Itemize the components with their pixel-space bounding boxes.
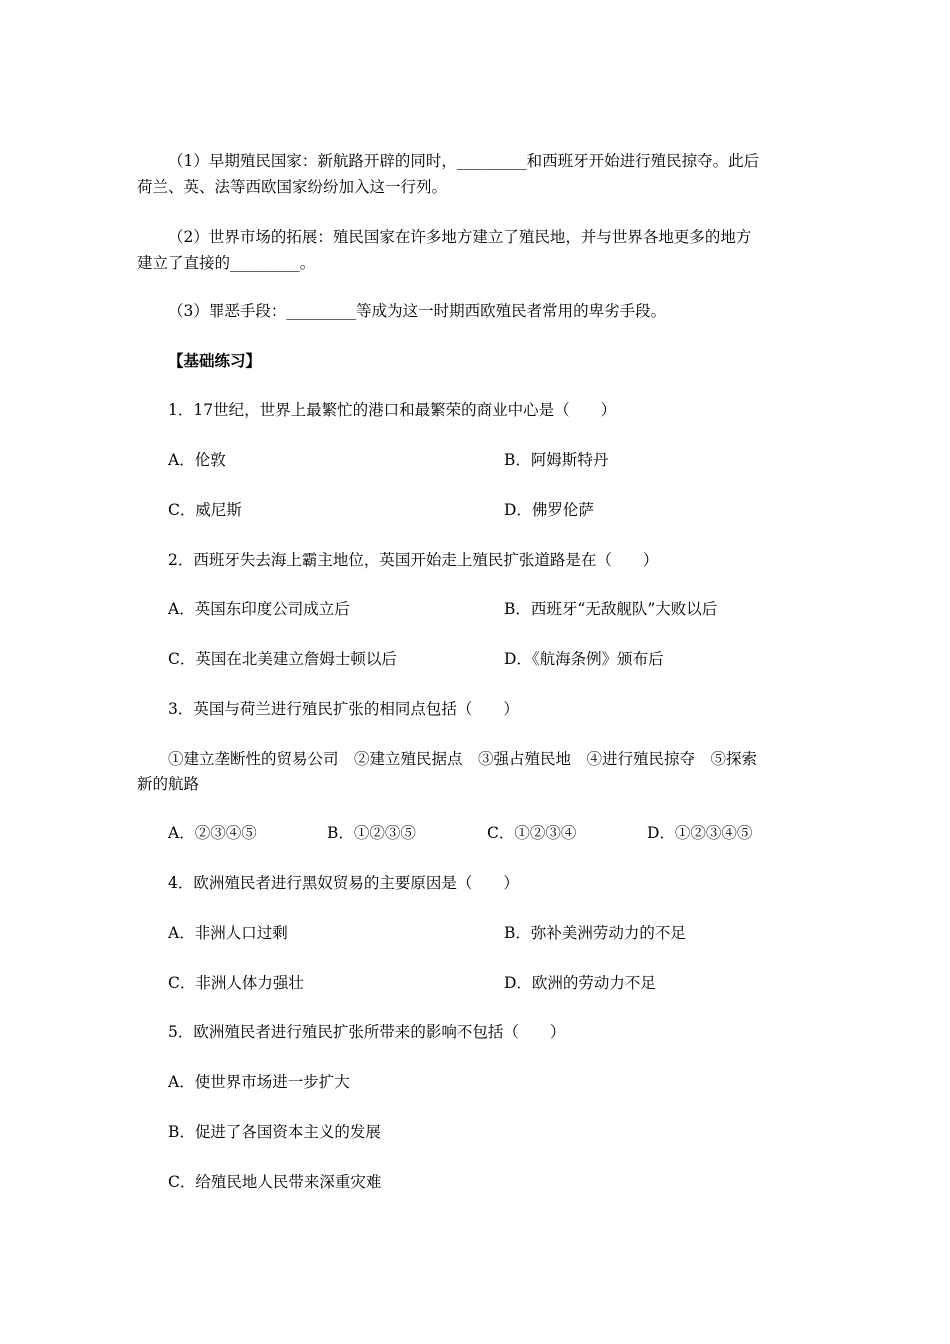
question-items-line2: 新的航路 <box>137 775 200 793</box>
intro-p3: （3）罪恶手段：_________等成为这一时期西欧殖民者常用的卑劣手段。 <box>168 302 667 320</box>
option-a: A．伦敦 <box>168 451 226 469</box>
option-a: A．②③④⑤ <box>168 824 257 842</box>
option-a: A．非洲人口过剩 <box>168 924 288 942</box>
option-c: C．威尼斯 <box>168 501 242 519</box>
question-stem: 5．欧洲殖民者进行殖民扩张所带来的影响不包括（ ） <box>168 1023 566 1041</box>
option-d: D．《航海条例》颁布后 <box>504 650 664 668</box>
option-b: B．阿姆斯特丹 <box>504 451 609 469</box>
intro-p2-line1: （2）世界市场的拓展：殖民国家在许多地方建立了殖民地，并与世界各地更多的地方 <box>168 228 752 246</box>
option-b: B．①②③⑤ <box>327 824 416 842</box>
option-c: C．英国在北美建立詹姆士顿以后 <box>168 650 397 668</box>
option-c: C．①②③④ <box>487 824 577 842</box>
option-c: C．给殖民地人民带来深重灾难 <box>168 1173 382 1191</box>
option-b: B．弥补美洲劳动力的不足 <box>504 924 686 942</box>
intro-p2-line2: 建立了直接的_________。 <box>137 254 316 272</box>
question-stem: 2．西班牙失去海上霸主地位，英国开始走上殖民扩张道路是在（ ） <box>168 551 659 569</box>
option-b: B．西班牙“无敌舰队”大败以后 <box>504 600 718 618</box>
option-d: D．欧洲的劳动力不足 <box>504 974 656 992</box>
section-title: 【基础练习】 <box>168 351 262 370</box>
question-stem: 3．英国与荷兰进行殖民扩张的相同点包括（ ） <box>168 700 519 718</box>
question-stem: 4．欧洲殖民者进行黑奴贸易的主要原因是（ ） <box>168 874 519 892</box>
option-a: A．英国东印度公司成立后 <box>168 600 350 618</box>
question-items-line1: ①建立垄断性的贸易公司 ②建立殖民据点 ③强占殖民地 ④进行殖民掠夺 ⑤探索 <box>168 750 758 768</box>
intro-p1-line1: （1）早期殖民国家：新航路开辟的同时，_________和西班牙开始进行殖民掠夺。此后 <box>168 152 760 170</box>
option-d: D．佛罗伦萨 <box>504 501 594 519</box>
question-stem: 1．17世纪，世界上最繁忙的港口和最繁荣的商业中心是（ ） <box>168 401 617 419</box>
option-a: A．使世界市场进一步扩大 <box>168 1073 350 1091</box>
option-c: C．非洲人体力强壮 <box>168 974 304 992</box>
option-d: D．①②③④⑤ <box>647 824 753 842</box>
option-b: B．促进了各国资本主义的发展 <box>168 1123 381 1141</box>
intro-p1-line2: 荷兰、英、法等西欧国家纷纷加入这一行列。 <box>137 178 448 196</box>
